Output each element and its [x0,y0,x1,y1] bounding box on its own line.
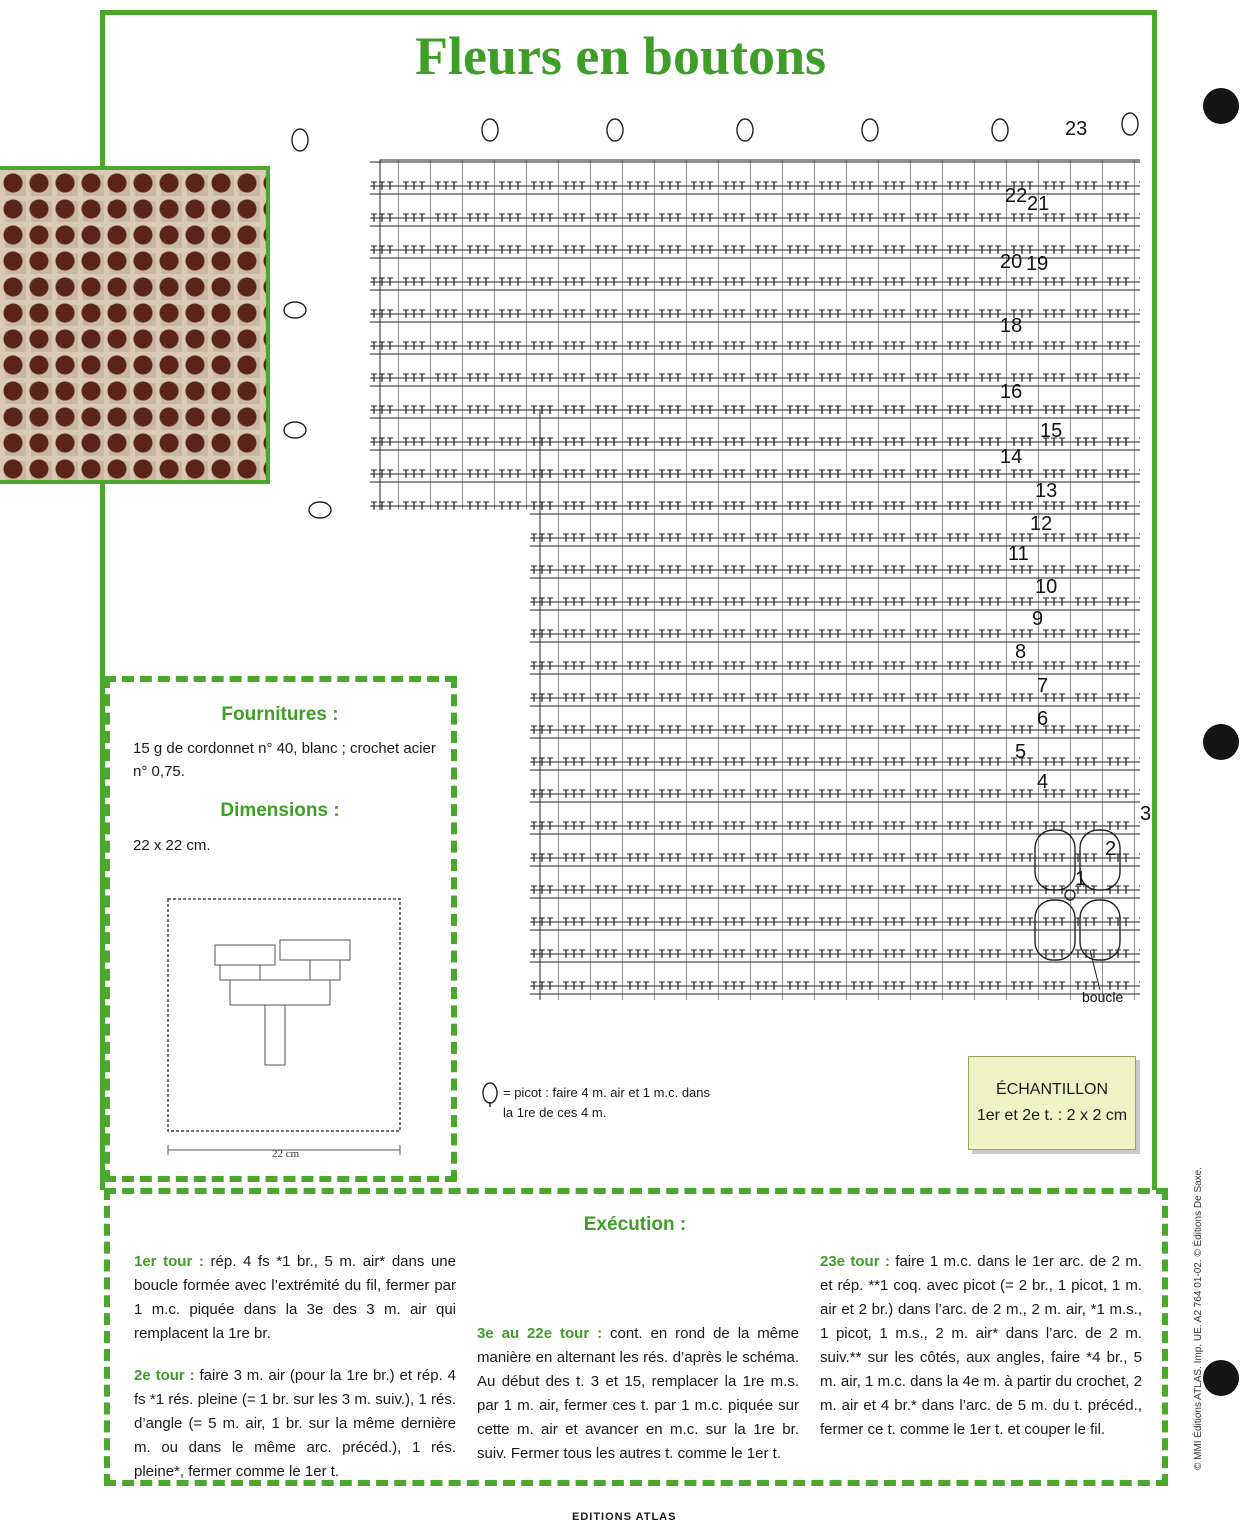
tour-1-text: rép. 4 fs *1 br., 5 m. air* dans une boucle formée avec l’extrémité du fil, fermer par 1 m.c. piquée dans la 3e des 3 m. air qui remplacent la 1re br. [134,1253,456,1342]
tour-3-label: 3e au 22e tour : [477,1325,603,1342]
binder-hole-top [1203,88,1239,124]
row-12: 12 [1030,513,1053,535]
dimensions-text: 22 x 22 cm. [133,837,211,854]
row-11: 11 [1008,543,1029,565]
sample-text: 1er et 2e t. : 2 x 2 cm [976,1107,1128,1124]
tour-1-label: 1er tour : [134,1253,204,1270]
row-5: 5 [1015,741,1027,763]
execution-col-2 [477,1322,799,1484]
boucle-label: boucle [1082,989,1124,1005]
row-13: 13 [1035,480,1058,502]
tour-2-text: faire 3 m. air (pour la 1re br.) et rép. 4 fs *1 rés. pleine (= 1 br. sur les 3 m. suiv.), 1 rés. d’angle (= 5 m. air, 1 br. sur la même dernière m. ou dans le même arc. précéd.), 1 rés. pleine*, fermer comme le 1er t. [134,1367,456,1480]
picot-legend-line2: la 1re de ces 4 m. [503,1105,607,1120]
binder-hole-bottom [1203,1360,1239,1396]
tour-3-text: cont. en rond de la même manière en alternant les rés. d’après le schéma. Au début des t. 3 et 15, remplacer la 1re m.s. par 1 m. air, fermer ces t. par 1 m.c. piquée sur cette m. air et avancer en m.c. sur la 1re br. suiv. Fermer tous les autres t. comme le 1er t. [477,1325,799,1462]
execution-heading: Exécution : [583,1214,687,1235]
copyright-credit: © MMI Éditions ATLAS. Imp. UE. A2 764 01-02. © Éditions De Saxe. [1193,1166,1204,1470]
picot-icon [480,1082,500,1108]
page-title: Fleurs en boutons [414,26,827,86]
row-15: 15 [1040,420,1063,442]
tour-23-label: 23e tour : [820,1253,890,1270]
supplies-heading: Fournitures : [221,704,339,725]
row-10: 10 [1035,576,1058,598]
row-21: 21 [1027,193,1050,215]
row-9: 9 [1032,608,1044,630]
row-20: 20 [1000,251,1023,273]
dimensions-heading: Dimensions : [220,800,340,821]
supplies-text: 15 g de cordonnet n° 40, blanc ; crochet acier n° 0,75. [133,740,436,780]
publisher-logo: EDITIONS ATLAS [572,1511,677,1523]
row-8: 8 [1015,641,1027,663]
tour-1-paragraph [134,1250,456,1346]
tour-23-text: faire 1 m.c. dans le 1er arc. de 2 m. et rép. **1 coq. avec picot (= 2 br., 1 picot, 1 m. air et 2 br.) dans l’arc. de 2 m., 2 m. air, *1 m.s., 1 picot, 1 m.s., 2 m. air* dans l’arc. de 2 m. suiv.** sur les côtés, aux angles, faire *4 br., 5 m. air, 1 m.c. dans la 4e m. à partir du crochet, 2 m. air et 4 br.* dans l’arc. de 5 m. du t. précéd., fermer ce t. comme le 1er t. et couper le fil. [820,1253,1143,1438]
row-19: 19 [1026,253,1049,275]
lace-photo [0,166,270,484]
row-2: 2 [1105,838,1117,860]
chart-grid [370,160,1140,1000]
tour-23-paragraph [820,1250,1142,1442]
plan-width-label: 22 cm [272,1148,300,1160]
execution-col-1 [134,1250,456,1502]
row-16: 16 [1000,381,1023,403]
row-7: 7 [1037,675,1049,697]
row-22: 22 [1005,185,1028,207]
picot-legend-line1: = picot : faire 4 m. air et 1 m.c. dans [503,1085,711,1100]
row-23: 23 [1065,118,1088,140]
row-3: 3 [1140,803,1152,825]
row-6: 6 [1037,708,1049,730]
execution-col-3 [820,1250,1142,1460]
row-4: 4 [1037,771,1049,793]
tour-2-label: 2e tour : [134,1367,195,1384]
sample-heading: ÉCHANTILLON [995,1081,1109,1098]
picot-legend [503,1083,710,1123]
row-1: 1 [1075,868,1087,890]
binder-hole-middle [1203,724,1239,760]
tour-3-paragraph [477,1322,799,1466]
row-18: 18 [1000,315,1023,337]
tour-2-paragraph [134,1364,456,1484]
row-14: 14 [1000,446,1023,468]
doily-plan [160,895,410,1165]
sample-box [968,1056,1136,1150]
